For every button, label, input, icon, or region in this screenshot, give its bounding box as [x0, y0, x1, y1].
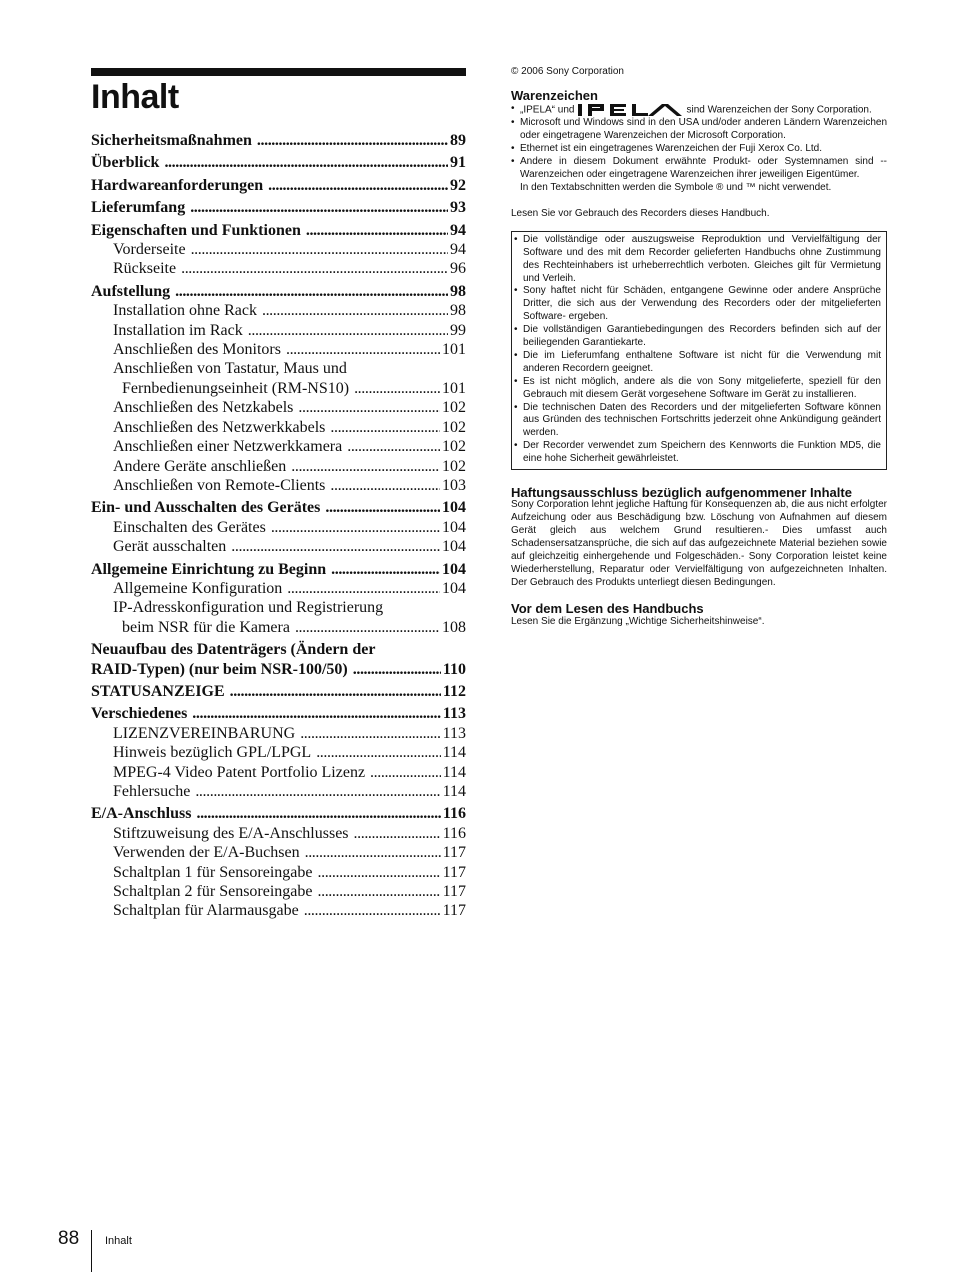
toc-entry[interactable]: IP-Adresskonfiguration und Registrierung: [113, 599, 384, 617]
toc-entry-label: Verwenden der E/A-Buchsen: [113, 844, 300, 862]
toc-entry-page: 116: [442, 805, 466, 823]
toc-entry-page: 94: [450, 221, 466, 239]
toc-leader-dots: [295, 618, 440, 637]
read-before-note: Lesen Sie vor Gebrauch des Recorders dieses Handbuch.: [511, 207, 770, 219]
toc-entry[interactable]: [91, 282, 466, 301]
toc-leader-dots: [230, 682, 441, 701]
toc-leader-dots: [370, 763, 441, 782]
toc-entry[interactable]: [91, 804, 466, 823]
toc-leader-dots: [306, 221, 448, 240]
toc-entry[interactable]: [91, 763, 466, 782]
footer-rule: [91, 1230, 92, 1272]
toc-entry[interactable]: [91, 660, 466, 679]
toc-entry-page: 98: [450, 282, 466, 300]
toc-entry-label: Installation ohne Rack: [113, 302, 257, 320]
toc-entry[interactable]: Neuaufbau des Datenträgers (Ändern der: [91, 641, 376, 659]
toc-entry-label: beim NSR für die Kamera: [122, 618, 290, 636]
right-column: [511, 66, 887, 629]
toc-entry[interactable]: [91, 704, 466, 723]
toc-entry-page: 101: [442, 379, 466, 397]
toc-entry-label: Schaltplan 1 für Sensoreingabe: [113, 863, 313, 881]
toc-entry-page: 117: [442, 883, 466, 901]
toc-entry-page: 117: [442, 844, 466, 862]
toc-entry[interactable]: [91, 301, 466, 320]
title-rule: [91, 68, 466, 76]
liability-heading: Haftungsausschluss bezüglich aufgenommener Inhalte: [511, 485, 852, 501]
trademark-ipela: • „IPELA“ und sind Warenzeichen der Sony Corporation.: [511, 103, 887, 118]
toc-entry-label: Vorderseite: [113, 241, 186, 259]
toc-entry-page: 112: [442, 682, 466, 700]
toc-entry-label: Aufstellung: [91, 282, 171, 300]
trademarks-heading: Warenzeichen: [511, 87, 598, 103]
toc-entry-page: 91: [450, 154, 466, 172]
table-of-contents: [91, 128, 466, 921]
toc-entry-page: 102: [442, 438, 466, 456]
toc-entry-label: Verschiedenes: [91, 705, 188, 723]
toc-leader-dots: [192, 704, 441, 723]
toc-entry[interactable]: [91, 743, 466, 762]
toc-entry-page: 102: [442, 418, 466, 436]
notice-item: • Die vollständigen Garantiebedingungen des Recorders befinden sich auf der beiliegenden Garantiekarte.: [514, 324, 881, 350]
toc-leader-dots: [175, 282, 448, 301]
toc-leader-dots: [191, 240, 448, 259]
toc-entry-page: 104: [442, 518, 466, 536]
toc-entry-page: 116: [442, 824, 466, 842]
toc-entry-label: Anschließen einer Netzwerkkamera: [113, 438, 343, 456]
toc-leader-dots: [271, 518, 440, 537]
notice-box: [511, 231, 887, 470]
toc-entry-page: 104: [442, 499, 466, 517]
toc-leader-dots: [286, 340, 440, 359]
page-number: 88: [58, 1228, 80, 1249]
toc-leader-dots: [196, 804, 440, 823]
toc-leader-dots: [190, 198, 448, 217]
toc-leader-dots: [257, 131, 448, 150]
toc-entry[interactable]: [91, 398, 466, 417]
toc-leader-dots: [287, 579, 440, 598]
toc-entry[interactable]: [91, 176, 466, 195]
toc-entry-page: 94: [450, 241, 466, 259]
toc-entry-page: 93: [450, 199, 466, 217]
toc-entry-page: 114: [442, 763, 466, 781]
toc-entry-page: 101: [442, 341, 466, 359]
toc-entry-label: RAID-Typen) (nur beim NSR-100/50): [91, 660, 348, 678]
toc-entry[interactable]: [91, 682, 466, 701]
toc-entry[interactable]: [91, 518, 466, 537]
toc-leader-dots: [354, 824, 441, 843]
notice-item: • Die technischen Daten des Recorders und der mitgelieferten Software können aus Gründen des technischen Fortschritts jederzeit ohne Ankündigung geändert werden.: [514, 402, 881, 441]
notice-item: • Der Recorder verwendet zum Speichern des Kennworts die Funktion MD5, die eine hohe Sicherheit gewährleistet.: [514, 440, 881, 466]
toc-entry-label: Gerät ausschalten: [113, 538, 227, 556]
toc-leader-dots: [231, 537, 440, 556]
trademark-item: • Microsoft und Windows sind in den USA und/oder anderen Ländern Warenzeichen oder eingetragene Warenzeichen der Microsoft Corporation.: [511, 117, 887, 143]
toc-entry-page: 99: [450, 321, 466, 339]
toc-entry-label: MPEG-4 Video Patent Portfolio Lizenz: [113, 763, 366, 781]
toc-entry-label: Sicherheitsmaßnahmen: [91, 132, 252, 149]
toc-entry-page: 110: [442, 660, 466, 678]
toc-leader-dots: [164, 153, 448, 172]
toc-leader-dots: [298, 398, 440, 417]
toc-entry[interactable]: [91, 153, 466, 172]
toc-entry[interactable]: [91, 437, 466, 456]
toc-leader-dots: [262, 301, 448, 320]
toc-leader-dots: [325, 498, 440, 517]
copyright: © 2006 Sony Corporation: [511, 66, 624, 77]
toc-leader-dots: [330, 418, 440, 437]
toc-entry-page: 108: [442, 618, 466, 636]
toc-entry-label: Anschließen des Monitors: [113, 341, 281, 359]
toc-entry-page: 114: [442, 783, 466, 800]
toc-entry-page: 98: [450, 302, 466, 320]
toc-entry[interactable]: [91, 560, 466, 579]
toc-leader-dots: [347, 437, 440, 456]
toc-entry[interactable]: [91, 240, 466, 259]
toc-leader-dots: [291, 457, 440, 476]
toc-entry-label: Allgemeine Konfiguration: [113, 579, 283, 597]
toc-entry[interactable]: [91, 321, 466, 340]
liability-text: Sony Corporation lehnt jegliche Haftung für Konsequenzen ab, die aus nicht erfolgter Aufzeichung oder aus Beschädigung bzw. Löschung von Aufnahmen auf diesem Gerät gleich aus welchem Grund resultieren.- Dies umfasst auch Schadensersatzansprüche, die sich auf das aufgezeichnete Material beziehen sowie auf gleichzeitig einhergehende und Folgeschäden.- Sony Corporation leistet keine Wiederherstellung, Reparatur oder Vervielfältigung von aufgezeichneten Inhalten. Der Gebrauch des Produkts unterliegt diesen Bedingungen.: [511, 499, 887, 588]
notice-item: • Die vollständige oder auszugsweise Reproduktion und Vervielfältigung der Software und des mit dem Recorder gelieferten Handbuchs ohne Zustimmung des Rechteinhabers ist urheberrechtlich verboten. Gleiches gilt für Vermietung und Verleih.: [514, 234, 881, 286]
symbols-note: In den Textabschnitten werden die Symbole ® und ™ nicht verwendet.: [520, 181, 832, 193]
toc-leader-dots: [268, 176, 448, 195]
toc-entry[interactable]: [91, 418, 466, 437]
toc-leader-dots: [318, 863, 441, 882]
toc-entry-label: Ein- und Ausschalten des Gerätes: [91, 499, 321, 517]
toc-entry-label: Rückseite: [113, 260, 177, 278]
toc-entry[interactable]: [91, 259, 466, 278]
trademark-item: • Andere in diesem Dokument erwähnte Produkt- oder Systemnamen sind --Warenzeichen oder eingetragene Warenzeichen ihrer jeweiligen Eigentümer.: [511, 156, 887, 182]
toc-entry[interactable]: [91, 379, 466, 398]
toc-entry-page: 114: [442, 744, 466, 762]
toc-entry-page: 117: [442, 863, 466, 881]
toc-leader-dots: [300, 724, 440, 743]
toc-leader-dots: [305, 843, 441, 862]
toc-entry[interactable]: [91, 843, 466, 862]
toc-entry-label: Stiftzuweisung des E/A-Anschlusses: [113, 824, 349, 842]
toc-entry-label: Lieferumfang: [91, 199, 186, 217]
trademark-item: • Ethernet ist ein eingetragenes Warenzeichen der Fuji Xerox Co. Ltd.: [511, 143, 887, 156]
toc-entry-page: 104: [442, 579, 466, 597]
toc-entry-page: 102: [442, 399, 466, 417]
toc-entry[interactable]: [91, 131, 466, 150]
toc-leader-dots: [331, 560, 440, 579]
toc-leader-dots: [318, 882, 441, 901]
toc-entry-label: Anschließen des Netzwerkkabels: [113, 418, 326, 436]
toc-entry[interactable]: [91, 824, 466, 843]
toc-entry[interactable]: [91, 340, 466, 359]
before-reading-heading: Vor dem Lesen des Handbuchs: [511, 601, 704, 617]
toc-entry-page: 96: [450, 260, 466, 278]
toc-entry-page: 89: [450, 132, 466, 149]
toc-entry-page: 92: [450, 176, 466, 194]
toc-entry[interactable]: [91, 618, 466, 637]
toc-entry-label: E/A-Anschluss: [91, 805, 192, 823]
toc-entry-page: 104: [442, 560, 466, 578]
toc-entry-page: 102: [442, 457, 466, 475]
trademarks-list: [511, 103, 887, 182]
toc-leader-dots: [195, 782, 440, 801]
toc-entry[interactable]: [91, 724, 466, 743]
toc-entry[interactable]: [91, 579, 466, 598]
toc-entry[interactable]: Anschließen von Tastatur, Maus und: [113, 360, 347, 378]
toc-leader-dots: [354, 379, 440, 398]
page-title: Inhalt: [91, 78, 179, 116]
toc-entry[interactable]: [91, 537, 466, 556]
toc-entry-label: Überblick: [91, 154, 160, 172]
notice-item: • Es ist nicht möglich, andere als die von Sony mitgelieferte, speziell für den Gebrauch mit diesem Gerät vorgesehene Software im Gerät zu installieren.: [514, 376, 881, 402]
before-reading-text: Lesen Sie die Ergänzung „Wichtige Sicherheitshinweise“.: [511, 616, 765, 628]
toc-leader-dots: [181, 259, 448, 278]
toc-entry[interactable]: [91, 221, 466, 240]
toc-entry[interactable]: [91, 901, 466, 920]
toc-entry-page: 117: [442, 902, 466, 920]
toc-entry-label: LIZENZVEREINBARUNG: [113, 724, 296, 742]
toc-entry-label: Hardwareanforderungen: [91, 176, 264, 194]
toc-entry-label: Einschalten des Gerätes: [113, 518, 266, 536]
toc-entry-label: Andere Geräte anschließen: [113, 457, 287, 475]
toc-entry-label: STATUSANZEIGE: [91, 682, 225, 700]
toc-entry-page: 113: [442, 705, 466, 723]
toc-entry-label: Hinweis bezüglich GPL/LPGL: [113, 744, 312, 762]
toc-leader-dots: [330, 476, 440, 495]
toc-entry[interactable]: [91, 476, 466, 495]
toc-entry[interactable]: [91, 882, 466, 901]
toc-entry-label: Schaltplan für Alarmausgabe: [113, 902, 299, 920]
toc-entry-label: Fehlersuche: [113, 783, 191, 800]
toc-leader-dots: [304, 901, 441, 920]
notice-item: • Sony haftet nicht für Schäden, entgangene Gewinne oder andere Ansprüche Dritter, die sich aus der Verwendung des Recorders oder der mitgelieferten Software- ergeben.: [514, 285, 881, 324]
toc-entry[interactable]: [91, 457, 466, 476]
toc-entry-label: Installation im Rack: [113, 321, 243, 339]
toc-entry-page: 104: [442, 538, 466, 556]
toc-entry-label: Allgemeine Einrichtung zu Beginn: [91, 560, 327, 578]
toc-entry-page: 113: [442, 724, 466, 742]
footer-section: Inhalt: [105, 1235, 132, 1247]
toc-leader-dots: [316, 743, 440, 762]
toc-entry[interactable]: [91, 498, 466, 517]
toc-entry-page: 103: [442, 476, 466, 494]
toc-entry-label: Schaltplan 2 für Sensoreingabe: [113, 883, 313, 901]
toc-entry-label: Eigenschaften und Funktionen: [91, 221, 301, 239]
notice-item: • Die im Lieferumfang enthaltene Software ist nicht für die Verwendung mit anderen Recordern geeignet.: [514, 350, 881, 376]
toc-entry[interactable]: [91, 782, 466, 801]
ipela-logo: [578, 103, 682, 117]
toc-entry[interactable]: [91, 863, 466, 882]
toc-leader-dots: [248, 321, 448, 340]
toc-entry[interactable]: [91, 198, 466, 217]
toc-entry-label: Anschließen des Netzkabels: [113, 399, 294, 417]
toc-entry-label: Anschließen von Remote-Clients: [113, 476, 326, 494]
toc-leader-dots: [353, 660, 441, 679]
toc-entry-label: Fernbedienungseinheit (RM-NS10): [122, 379, 350, 397]
